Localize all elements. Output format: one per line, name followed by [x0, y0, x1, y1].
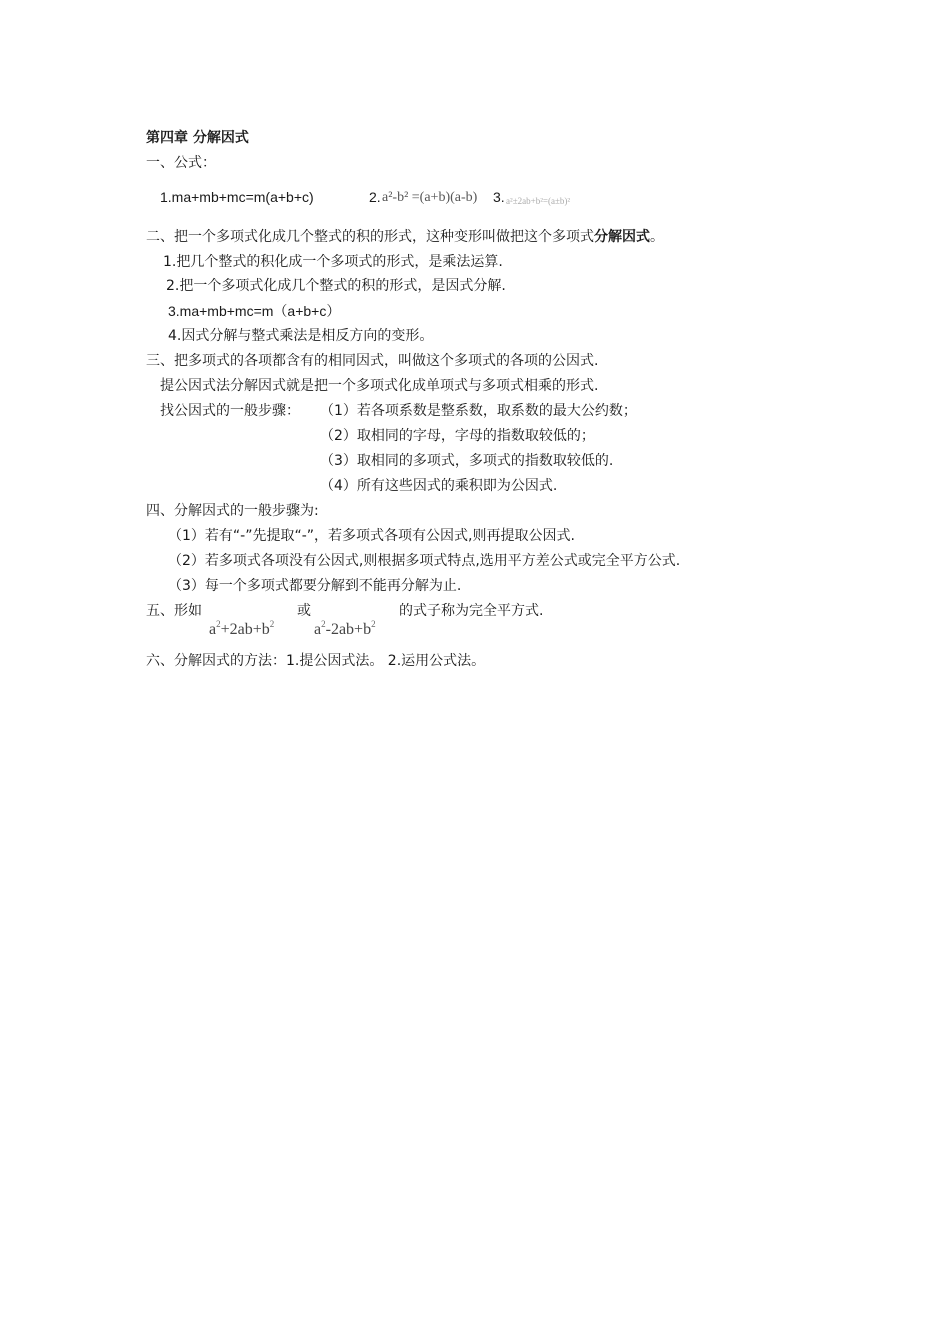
section2-item-3: 3.ma+mb+mc=m（a+b+c） [168, 303, 341, 319]
section2-intro-bold: 分解因式 [594, 229, 650, 245]
section5-prefix: 五、形如 [146, 603, 202, 619]
chapter-title: 第四章 分解因式 [146, 130, 249, 146]
formula-plus-exp1: 2 [216, 619, 221, 629]
section1-heading: 一、公式： [146, 155, 216, 171]
section2-item-4: 4.因式分解与整式乘法是相反方向的变形。 [168, 328, 434, 344]
formula-2-label: 2. [369, 189, 381, 205]
formula-minus-exp1: 2 [321, 619, 326, 629]
section3-line2: 提公因式法分解因式就是把一个多项式化成单项式与多项式相乘的形式. [160, 378, 599, 394]
formula-2-image: a²-b² =(a+b)(a-b) [382, 190, 478, 205]
formula-minus-a: a [314, 621, 322, 638]
section2-item-1: 1.把几个整式的积化成一个多项式的形式，是乘法运算. [163, 254, 503, 270]
formula-3-image: a²±2ab+b²=(a±b)² [506, 196, 571, 206]
section3-step-4: （4）所有这些因式的乘积即为公因式. [320, 478, 558, 494]
section5-suffix: 的式子称为完全平方式. [399, 603, 544, 619]
section2-intro [146, 228, 664, 246]
perfect-square-formula-plus [209, 615, 274, 639]
formula-3-label: 3. [493, 189, 505, 205]
formula-1: 1.ma+mb+mc=m(a+b+c) [160, 189, 314, 205]
section3-steps-label: 找公因式的一般步骤： [160, 403, 300, 419]
section4-item-3: （3）每一个多项式都要分解到不能再分解为止. [168, 578, 462, 594]
section3-line1: 三、把多项式的各项都含有的相同因式，叫做这个多项式的各项的公因式. [146, 353, 599, 369]
section3-step-3: （3）取相同的多项式，多项式的指数取较低的. [320, 453, 614, 469]
section6-text: 六、分解因式的方法：1.提公因式法。 2.运用公式法。 [146, 653, 486, 669]
formula-plus-a: a [209, 621, 217, 638]
section4-heading: 四、分解因式的一般步骤为: [146, 503, 319, 519]
formula-plus-mid: +2ab+b [220, 621, 270, 638]
section2-intro-end: 。 [650, 229, 664, 245]
formula-minus-exp2: 2 [371, 619, 376, 629]
formula-minus-mid: -2ab+b [325, 621, 372, 638]
perfect-square-formula-minus [314, 615, 376, 639]
section3-step-2: （2）取相同的字母，字母的指数取较低的； [320, 428, 595, 444]
section2-intro-text: 二、把一个多项式化成几个整式的积的形式，这种变形叫做把这个多项式 [146, 229, 594, 245]
section5-connector: 或 [297, 603, 311, 619]
section4-item-2: （2）若多项式各项没有公因式,则根据多项式特点,选用平方差公式或完全平方公式. [168, 553, 681, 569]
formula-plus-exp2: 2 [269, 619, 275, 629]
section2-item-2: 2.把一个多项式化成几个整式的积的形式，是因式分解. [166, 278, 506, 294]
section4-item-1: （1）若有“-”先提取“-”，若多项式各项有公因式,则再提取公因式. [168, 528, 575, 544]
section3-step-1: （1）若各项系数是整系数，取系数的最大公约数； [320, 403, 637, 419]
